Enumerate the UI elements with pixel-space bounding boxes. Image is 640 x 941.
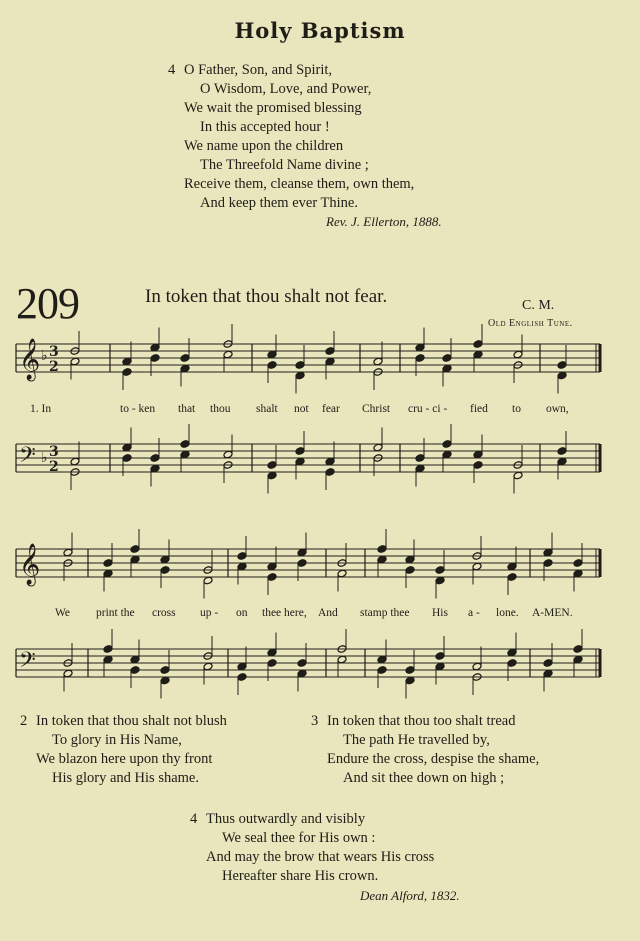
note-head — [297, 669, 307, 678]
note-head — [337, 569, 347, 578]
note-head — [295, 361, 305, 370]
note-head — [442, 354, 452, 363]
note-head — [442, 364, 452, 373]
lyric-syllable: on — [236, 607, 248, 619]
verse-line: We blazon here upon thy front — [36, 751, 213, 767]
note-head — [267, 350, 277, 359]
lyric-syllable: And — [318, 607, 338, 619]
verse-line: To glory in His Name, — [52, 732, 182, 748]
note-head — [415, 354, 425, 363]
note-head — [557, 371, 567, 380]
verse-number: 2 — [20, 713, 28, 729]
note-head — [557, 457, 567, 466]
note-head — [513, 471, 523, 480]
note-head — [473, 450, 483, 459]
note-head — [122, 443, 132, 452]
note-head — [473, 461, 483, 470]
note-head — [473, 350, 483, 359]
note-head — [377, 555, 387, 564]
note-head — [267, 361, 277, 370]
verse-line: We seal thee for His own : — [222, 830, 376, 846]
note-head — [130, 655, 140, 664]
note-head — [507, 562, 517, 571]
note-head — [70, 357, 80, 366]
bass-staff-system-1 — [0, 430, 640, 500]
treble-clef-icon: 𝄞 — [19, 339, 41, 380]
verse-line: We wait the promised blessing — [184, 100, 362, 116]
note-head — [373, 443, 383, 452]
attribution: Dean Alford, 1832. — [360, 888, 460, 903]
note-head — [297, 659, 307, 668]
verse-number: 4 — [190, 811, 198, 827]
note-head — [297, 548, 307, 557]
note-head — [507, 648, 517, 657]
note-head — [150, 464, 160, 473]
hymn-number: 209 — [16, 279, 79, 328]
note-head — [103, 559, 113, 568]
lyric-syllable: 1. In — [30, 403, 52, 415]
lyric-syllable: lone. — [496, 607, 519, 619]
lyric-syllable: shalt — [256, 403, 278, 415]
note-head — [405, 676, 415, 685]
lyric-syllable: thou — [210, 403, 231, 415]
note-head — [295, 371, 305, 380]
verse-line: In token that thou too shalt tread — [327, 713, 516, 729]
lyric-syllable: Christ — [362, 403, 391, 415]
time-signature: 2 — [49, 359, 59, 375]
lyric-syllable: up - — [200, 607, 219, 619]
note-head — [543, 559, 553, 568]
note-head — [405, 566, 415, 575]
lyric-syllable: fied — [470, 403, 488, 415]
lyric-syllable: a - — [468, 607, 480, 619]
note-head — [435, 566, 445, 575]
note-head — [573, 645, 583, 654]
note-head — [267, 573, 277, 582]
hymn-meter: C. M. — [522, 298, 555, 313]
note-head — [267, 562, 277, 571]
bass-clef-icon: 𝄢 — [19, 648, 36, 678]
attribution: Rev. J. Ellerton, 1888. — [326, 214, 442, 229]
lyric-syllable: His — [432, 607, 448, 619]
note-head — [415, 343, 425, 352]
lyric-syllable: We — [55, 607, 71, 619]
note-head — [472, 562, 482, 571]
time-signature: 3 — [49, 344, 59, 360]
verse-number: 3 — [311, 713, 319, 729]
note-head — [573, 559, 583, 568]
note-head — [405, 666, 415, 675]
note-head — [473, 340, 483, 349]
note-head — [160, 555, 170, 564]
lyric-syllable: to — [512, 403, 521, 415]
note-head — [122, 454, 132, 463]
note-head — [377, 545, 387, 554]
note-head — [543, 669, 553, 678]
note-head — [160, 566, 170, 575]
note-head — [325, 347, 335, 356]
note-head — [325, 357, 335, 366]
note-head — [103, 569, 113, 578]
verse-line: Receive them, cleanse them, own them, — [184, 176, 415, 192]
bass-clef-icon: 𝄢 — [19, 443, 36, 473]
note-head — [267, 461, 277, 470]
verse-line: And keep them ever Thine. — [200, 195, 358, 211]
lyric-syllable: stamp thee — [360, 607, 410, 619]
note-head — [180, 450, 190, 459]
lyric-syllable: not — [294, 403, 309, 415]
bass-staff-system-2 — [0, 635, 640, 705]
verse-line: In token that thou shalt not blush — [36, 713, 227, 729]
note-head — [377, 655, 387, 664]
note-head — [543, 659, 553, 668]
note-head — [223, 450, 233, 459]
note-head — [237, 662, 247, 671]
lyric-syllable: print the — [96, 607, 135, 619]
note-head — [377, 666, 387, 675]
note-head — [63, 548, 73, 557]
note-head — [507, 659, 517, 668]
note-head — [573, 655, 583, 664]
note-head — [103, 645, 113, 654]
note-head — [442, 450, 452, 459]
note-head — [267, 471, 277, 480]
note-head — [405, 555, 415, 564]
verse-number: 4 — [168, 62, 176, 78]
lyric-syllable: that — [178, 403, 196, 415]
note-head — [472, 662, 482, 671]
note-head — [435, 662, 445, 671]
note-head — [122, 357, 132, 366]
verse-line: Thus outwardly and visibly — [206, 811, 366, 827]
page-header: Holy Baptism — [234, 18, 406, 43]
note-head — [180, 440, 190, 449]
note-head — [103, 655, 113, 664]
verse-line: Endure the cross, despise the shame, — [327, 751, 540, 767]
verse-line: And may the brow that wears His cross — [206, 849, 435, 865]
note-head — [337, 655, 347, 664]
note-head — [203, 576, 213, 585]
lyric-syllable: cross — [152, 607, 176, 619]
note-head — [415, 464, 425, 473]
verse-line: O Wisdom, Love, and Power, — [200, 81, 372, 97]
note-head — [223, 350, 233, 359]
note-head — [295, 447, 305, 456]
note-head — [435, 652, 445, 661]
verse-line: O Father, Son, and Spirit, — [184, 62, 333, 78]
treble-clef-icon: 𝄞 — [19, 544, 41, 585]
note-head — [513, 350, 523, 359]
time-signature: 2 — [49, 459, 59, 475]
note-head — [130, 666, 140, 675]
note-head — [122, 368, 132, 377]
verse-line: Hereafter share His crown. — [222, 868, 379, 884]
hymn-first-line: In token that thou shalt not fear. — [145, 286, 388, 307]
note-head — [442, 440, 452, 449]
flat-icon: ♭ — [41, 450, 48, 466]
note-head — [557, 447, 567, 456]
verse-line: The Threefold Name divine ; — [200, 157, 369, 173]
lyric-syllable: own, — [546, 403, 569, 415]
note-head — [435, 576, 445, 585]
note-head — [325, 468, 335, 477]
note-head — [237, 552, 247, 561]
note-head — [415, 454, 425, 463]
note-head — [70, 457, 80, 466]
lyric-syllable: fear — [322, 403, 340, 415]
note-head — [63, 669, 73, 678]
verse-line: We name upon the children — [184, 138, 344, 154]
note-head — [180, 354, 190, 363]
note-head — [373, 357, 383, 366]
note-head — [237, 562, 247, 571]
note-head — [237, 673, 247, 682]
lyric-syllable: A-MEN. — [532, 607, 573, 619]
note-head — [297, 559, 307, 568]
note-head — [203, 662, 213, 671]
note-head — [295, 457, 305, 466]
note-head — [130, 545, 140, 554]
note-head — [573, 569, 583, 578]
note-head — [160, 676, 170, 685]
tune-name: Old English Tune. — [488, 318, 573, 329]
note-head — [130, 555, 140, 564]
verse-line: In this accepted hour ! — [200, 119, 330, 135]
time-signature: 3 — [49, 444, 59, 460]
note-head — [267, 648, 277, 657]
note-head — [160, 666, 170, 675]
note-head — [150, 343, 160, 352]
lyric-syllable: cru - ci - — [408, 403, 448, 415]
note-head — [507, 573, 517, 582]
flat-icon: ♭ — [41, 348, 48, 364]
note-head — [325, 457, 335, 466]
note-head — [267, 659, 277, 668]
note-head — [150, 354, 160, 363]
treble-staff-system-1 — [0, 330, 640, 400]
note-head — [543, 548, 553, 557]
treble-staff-system-2 — [0, 535, 640, 605]
note-head — [557, 361, 567, 370]
verse-line: The path He travelled by, — [343, 732, 490, 748]
lyric-syllable: to - ken — [120, 403, 156, 415]
verse-line: His glory and His shame. — [52, 770, 199, 786]
note-head — [180, 364, 190, 373]
note-head — [150, 454, 160, 463]
verse-line: And sit thee down on high ; — [343, 770, 505, 786]
lyric-syllable: thee here, — [262, 607, 307, 619]
